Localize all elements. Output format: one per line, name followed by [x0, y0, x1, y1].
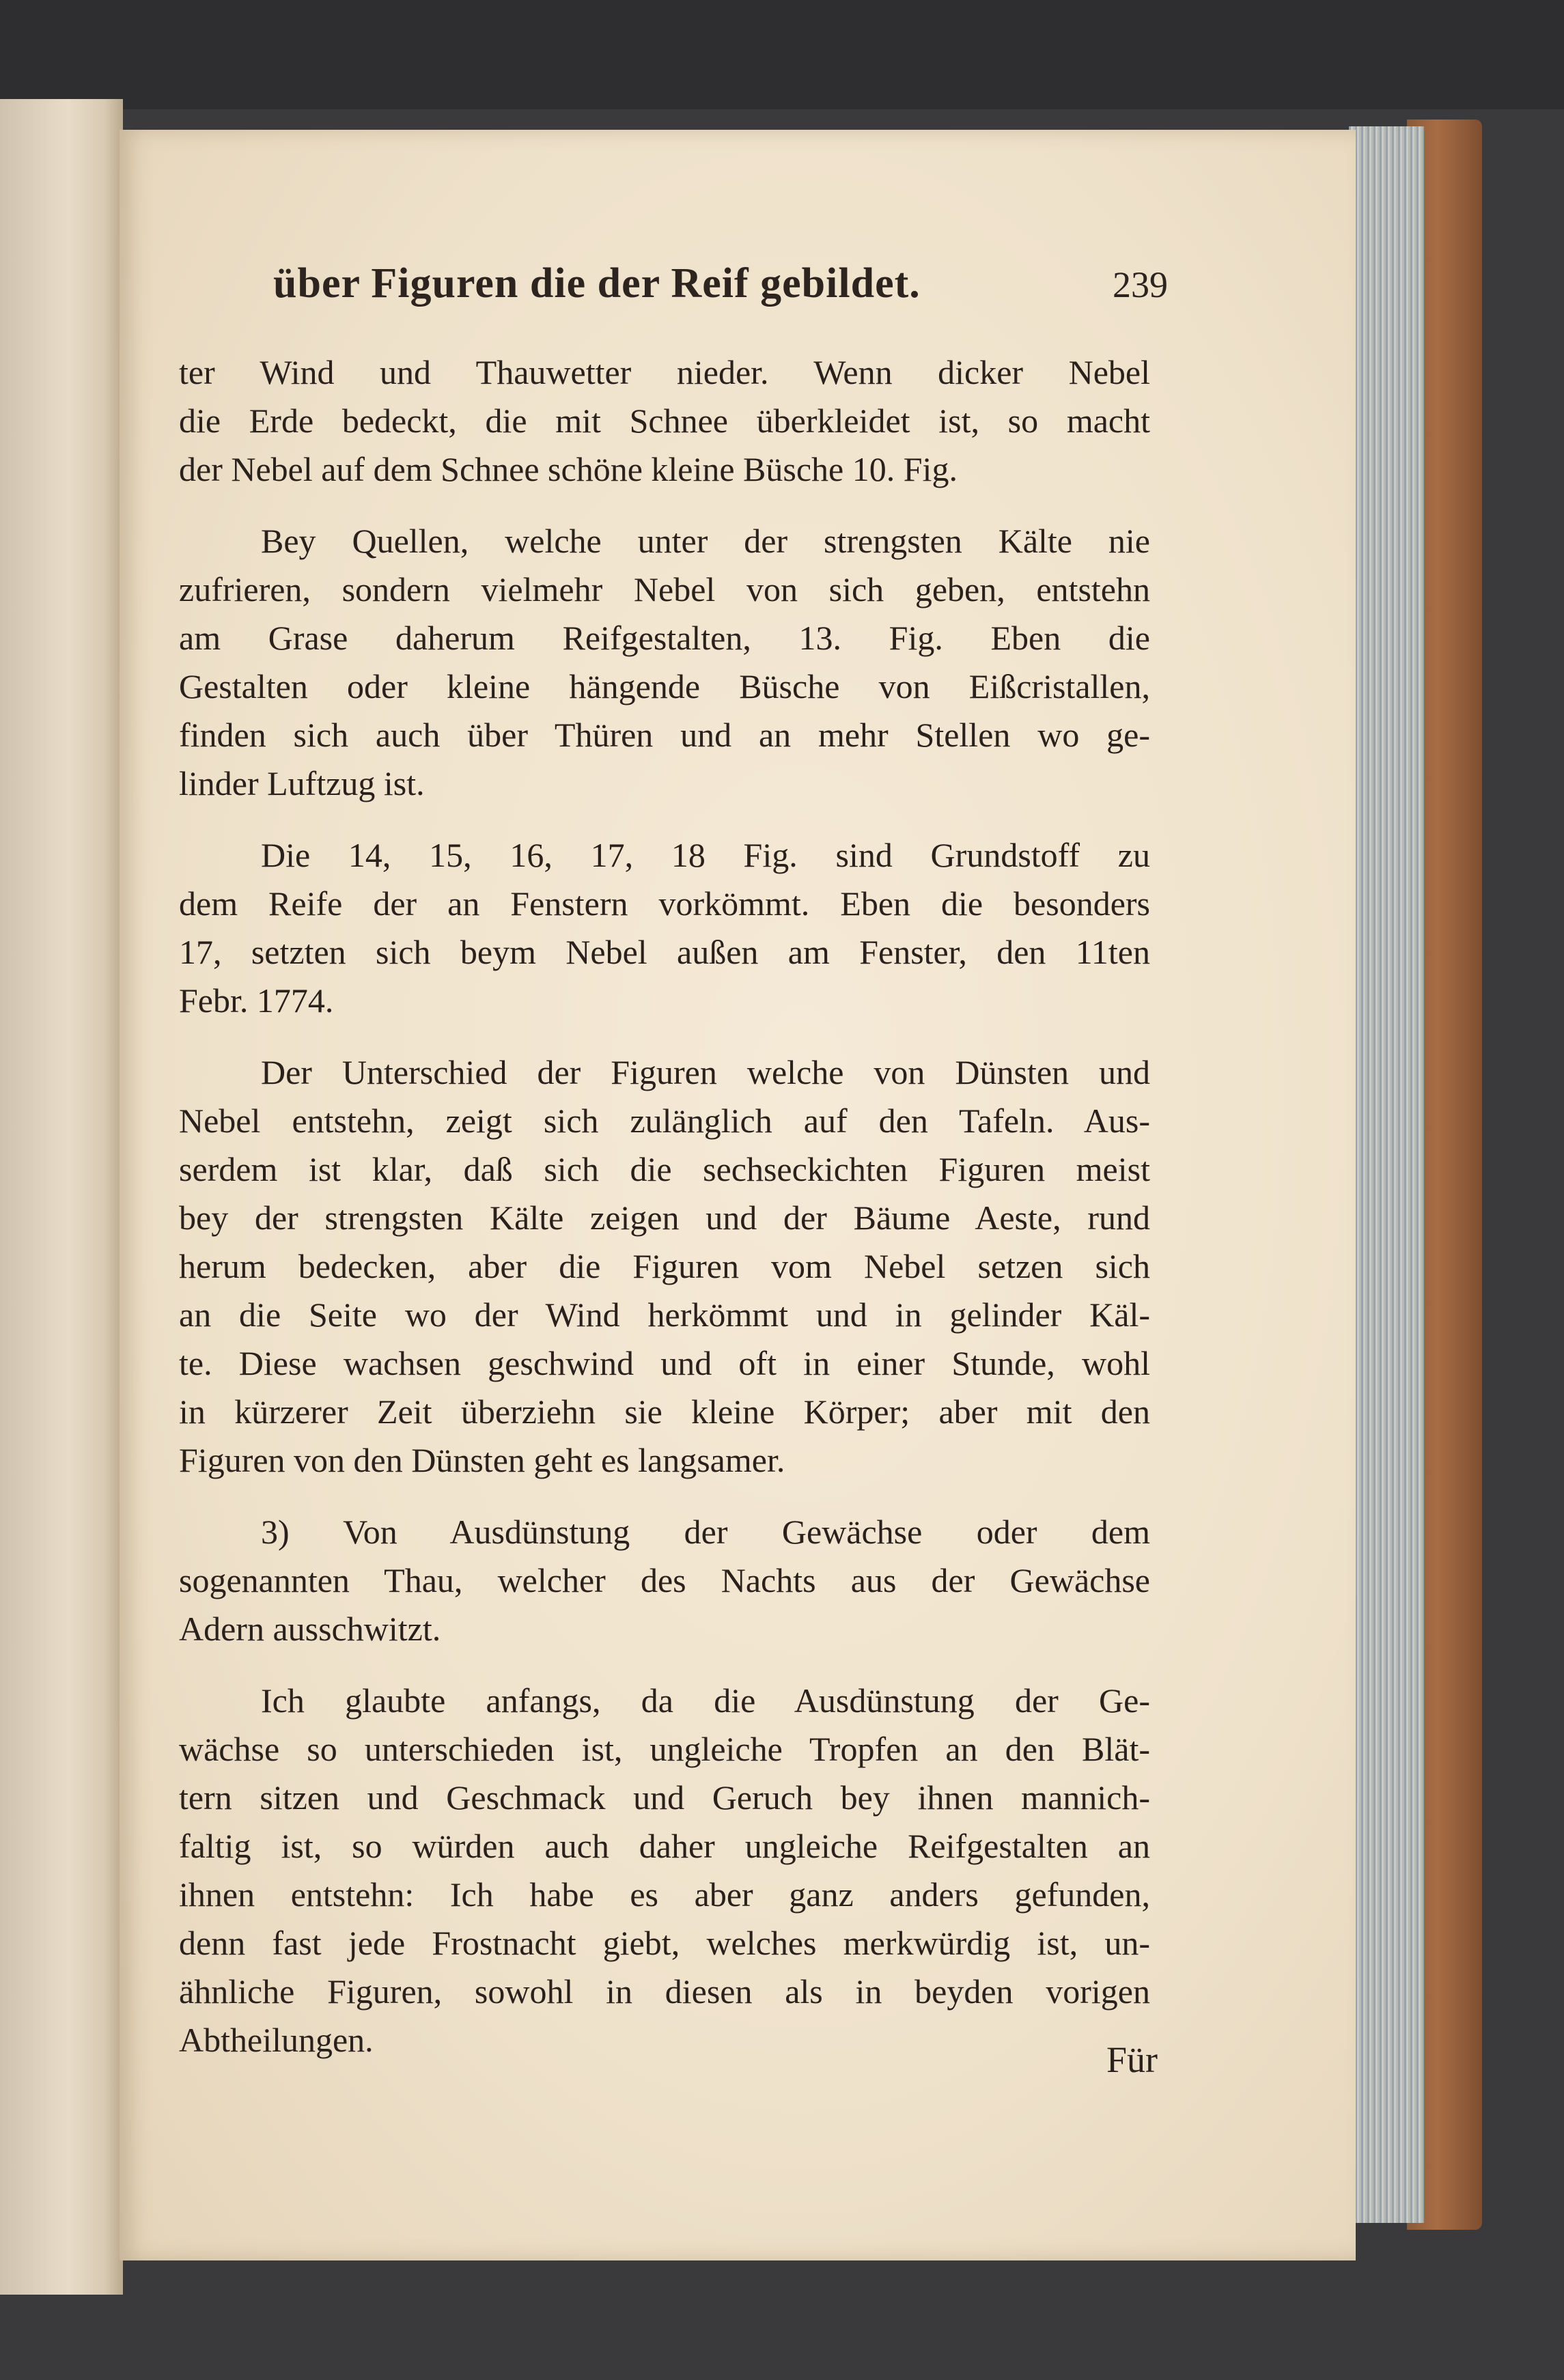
running-title: über Figuren die der Reif gebildet. [273, 260, 921, 307]
text-line: Der Unterschied der Figuren welche von Dünsten und [261, 1053, 1150, 1091]
text-line: serdem ist klar, daß sich die sechseckichten Figuren meist [179, 1150, 1150, 1188]
text-line: wächse so unterschieden ist, ungleiche Tropfen an den Blät- [179, 1730, 1150, 1768]
text-line: Figuren von den Dünsten geht es langsamer. [179, 1441, 785, 1479]
page-number: 239 [1113, 264, 1168, 305]
text-line: denn fast jede Frostnacht giebt, welches merkwürdig ist, un- [179, 1924, 1150, 1962]
text-line: linder Luftzug ist. [179, 764, 425, 802]
text-line: zufrieren, sondern vielmehr Nebel von sich geben, entstehn [179, 570, 1150, 608]
paragraph [179, 831, 1150, 1025]
text-line: finden sich auch über Thüren und an mehr Stellen wo ge- [179, 716, 1150, 754]
catchword: Für [1106, 2039, 1158, 2080]
background [0, 0, 1564, 109]
paragraph [179, 1677, 1150, 2064]
previous-page-edge [0, 99, 123, 2295]
paragraph [179, 517, 1150, 808]
text-line: am Grase daherum Reifgestalten, 13. Fig. Eben die [179, 619, 1150, 657]
text-line: Febr. 1774. [179, 981, 334, 1020]
text-line: Adern ausschwitzt. [179, 1610, 441, 1648]
text-line: in kürzerer Zeit überziehn sie kleine Körper; aber mit den [179, 1392, 1150, 1431]
text-line: Gestalten oder kleine hängende Büsche von Eißcristallen, [179, 667, 1150, 705]
text-line: sogenannten Thau, welcher des Nachts aus der Gewächse [179, 1561, 1150, 1599]
text-line: ähnliche Figuren, sowohl in diesen als in beyden vorigen [179, 1972, 1150, 2011]
text-line: die Erde bedeckt, die mit Schnee überkleidet ist, so macht [179, 402, 1150, 440]
running-header [273, 260, 1168, 314]
paragraph [179, 1048, 1150, 1485]
text-line: herum bedecken, aber die Figuren vom Nebel setzen sich [179, 1247, 1150, 1285]
paragraph [179, 348, 1150, 494]
body-text [179, 348, 1150, 2088]
text-line: der Nebel auf dem Schnee schöne kleine Büsche 10. Fig. [179, 450, 958, 488]
text-line: an die Seite wo der Wind herkömmt und in gelinder Käl- [179, 1296, 1150, 1334]
text-line: Bey Quellen, welche unter der strengsten Kälte nie [261, 522, 1150, 560]
text-line: ter Wind und Thauwetter nieder. Wenn dicker Nebel [179, 353, 1150, 391]
text-line: te. Diese wachsen geschwind und oft in einer Stunde, wohl [179, 1344, 1150, 1382]
paragraph [179, 1508, 1150, 1653]
text-line: 3) Von Ausdünstung der Gewächse oder dem [261, 1513, 1150, 1551]
text-line: Abtheilungen. [179, 2021, 374, 2059]
text-line: Ich glaubte anfangs, da die Ausdünstung der Ge- [261, 1681, 1150, 1720]
text-line: Nebel entstehn, zeigt sich zulänglich auf den Tafeln. Aus- [179, 1102, 1150, 1140]
text-line: Die 14, 15, 16, 17, 18 Fig. sind Grundstoff zu [261, 836, 1150, 874]
page-stack-edges [1349, 126, 1424, 2223]
text-line: tern sitzen und Geschmack und Geruch bey ihnen mannich- [179, 1778, 1150, 1817]
text-line: faltig ist, so würden auch daher ungleiche Reifgestalten an [179, 1827, 1150, 1865]
text-line: ihnen entstehn: Ich habe es aber ganz anders gefunden, [179, 1875, 1150, 1914]
text-line: dem Reife der an Fenstern vorkömmt. Eben die besonders [179, 884, 1150, 923]
text-line: bey der strengsten Kälte zeigen und der Bäume Aeste, rund [179, 1199, 1150, 1237]
text-line: 17, setzten sich beym Nebel außen am Fenster, den 11ten [179, 933, 1150, 971]
